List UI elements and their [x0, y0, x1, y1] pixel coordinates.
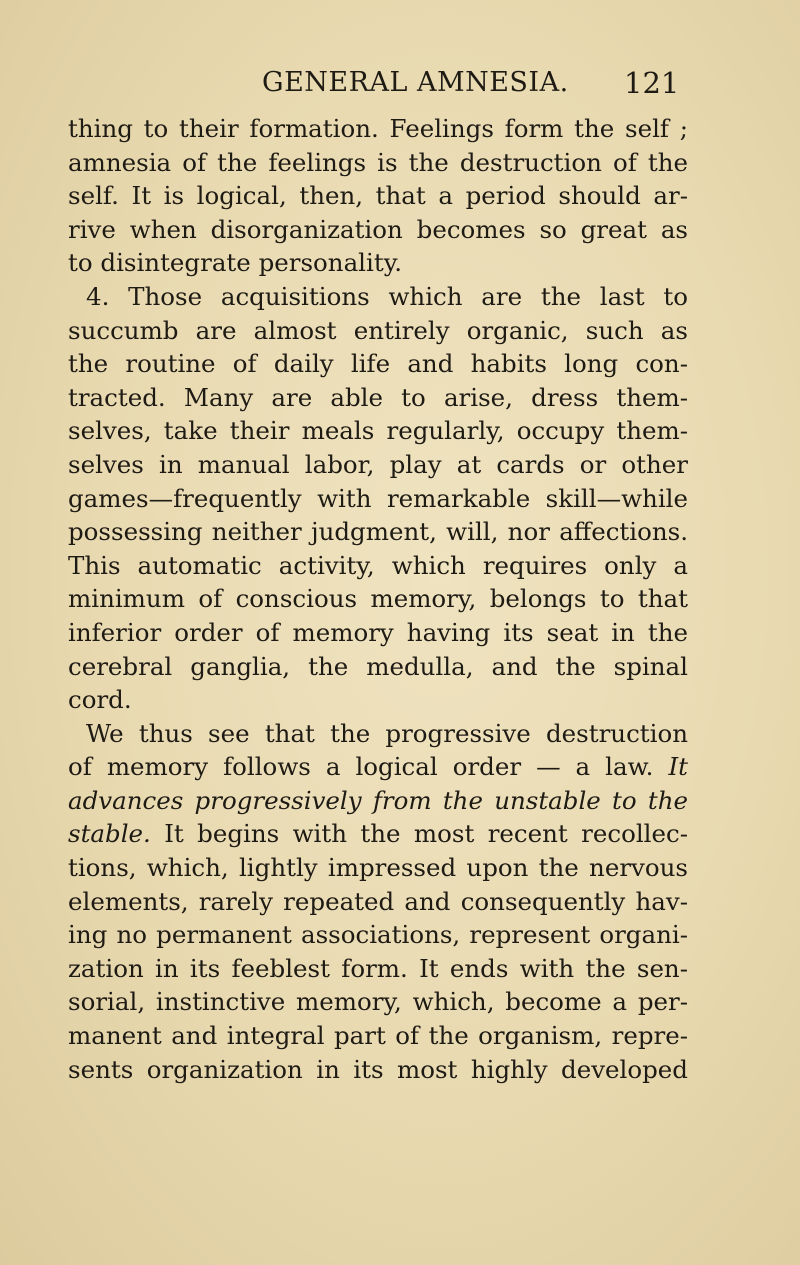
text-line: games—frequently with remarkable skill—while [68, 483, 688, 513]
text-line: sorial, instinctive memory, which, become a per- [68, 987, 688, 1017]
text-line: cord. [68, 685, 132, 715]
text-line: manent and integral part of the organism, repre- [68, 1021, 688, 1051]
text-line: cerebral ganglia, the medulla, and the spinal [68, 651, 688, 681]
text-line: rive when disorganization becomes so great as [68, 214, 688, 244]
text-line: the routine of daily life and habits long con- [68, 349, 688, 379]
text-line [68, 750, 688, 784]
text-line [68, 817, 688, 851]
text-segment: It begins with the most recent recollec- [150, 819, 688, 849]
text-line: minimum of conscious memory, belongs to that [68, 584, 688, 614]
body-text [68, 112, 688, 1086]
text-line: to disintegrate personality. [68, 248, 403, 278]
italic-line: advances progressively from the unstable to the [68, 785, 688, 815]
text-line: inferior order of memory having its seat in the [68, 617, 688, 647]
running-head: GENERAL AMNESIA. [262, 67, 569, 98]
text-line: selves in manual labor, play at cards or other [68, 449, 688, 479]
page-number: 121 [624, 66, 680, 100]
text-line: ing no permanent associations, represent organi- [68, 920, 688, 950]
text-line: This automatic activity, which requires only a [68, 550, 688, 580]
text-line: elements, rarely repeated and consequently hav- [68, 886, 688, 916]
italic-segment: It [668, 752, 688, 782]
page-header [0, 66, 800, 106]
text-line: 4. Those acquisitions which are the last to [86, 281, 688, 311]
text-line: self. It is logical, then, that a period should ar- [68, 181, 688, 211]
text-line: zation in its feeblest form. It ends with the sen- [68, 953, 688, 983]
text-line: We thus see that the progressive destruction [86, 718, 688, 748]
text-segment: of memory follows a logical order — a law. [68, 752, 654, 782]
text-line: succumb are almost entirely organic, such as [68, 315, 688, 345]
italic-segment: stable. [68, 819, 151, 849]
text-line: possessing neither judgment, will, nor affections. [68, 517, 688, 547]
text-line: amnesia of the feelings is the destruction of the [68, 147, 688, 177]
text-line: sents organization in its most highly developed [68, 1054, 688, 1084]
text-line: selves, take their meals regularly, occupy them- [68, 416, 688, 446]
text-line: tions, which, lightly impressed upon the nervous [68, 853, 688, 883]
text-line: thing to their formation. Feelings form the self ; [68, 114, 688, 143]
text-line: tracted. Many are able to arise, dress them- [68, 382, 688, 412]
